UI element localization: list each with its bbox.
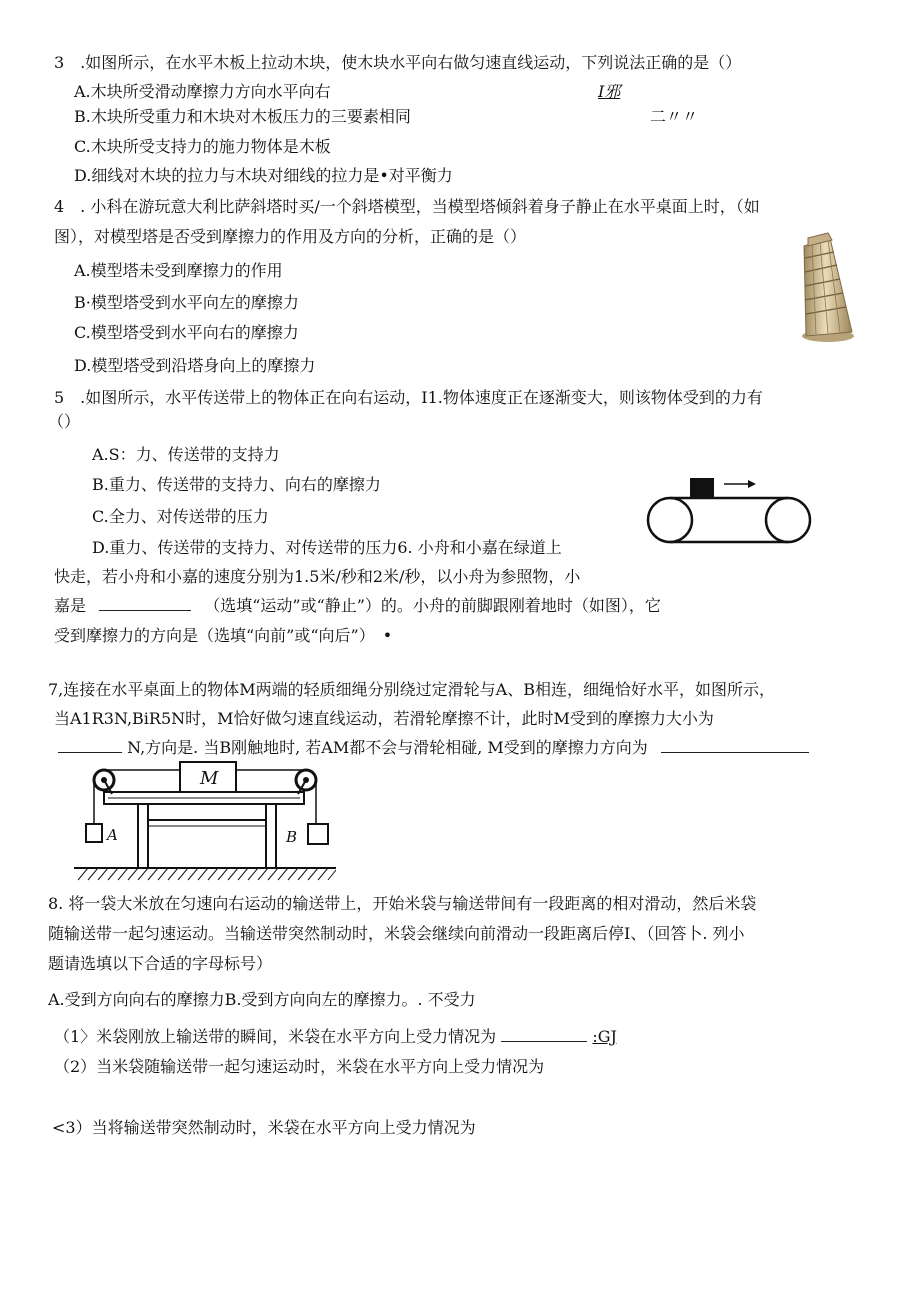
q8-sub1-tail: :GJ bbox=[592, 1027, 617, 1046]
leaning-tower-image bbox=[790, 232, 860, 344]
q4-option-c: C.模型塔受到水平向右的摩擦力 bbox=[74, 323, 299, 342]
q7-line2: 当A1R3N,BiR5N时，M恰好做匀速直线运动，若滑轮摩擦不计，此时M受到的摩擦力大小为 bbox=[54, 709, 714, 728]
q6-line2-start: 嘉是 bbox=[54, 596, 87, 615]
q4-option-d: D.模型塔受到沿塔身向上的摩擦力 bbox=[74, 356, 316, 375]
q3-option-c: C.木块所受支持力的施力物体是木板 bbox=[74, 137, 331, 156]
q4-stem-line2: 图），对模型塔是否受到摩擦力的作用及方向的分析，正确的是（） bbox=[54, 227, 527, 246]
q3-figure-artifact: I邪 bbox=[598, 82, 621, 101]
q8-sub1-answer-blank[interactable] bbox=[501, 1027, 587, 1042]
block-m-label: M bbox=[200, 768, 219, 789]
q6-line1: 快走，若小舟和小嘉的速度分别为1.5米/秒和2米/秒，以小舟为参照物，小 bbox=[54, 567, 581, 586]
q4-option-b: B·模型塔受到水平向左的摩擦力 bbox=[74, 293, 299, 312]
q7-answer-blank-2[interactable] bbox=[661, 738, 809, 753]
q7-line1: 7,连接在水平桌面上的物体M两端的轻质细绳分别绕过定滑轮与A、B相连，细绳恰好水平，如图所示， bbox=[48, 680, 775, 699]
q6-answer-blank[interactable] bbox=[99, 596, 191, 611]
q3-option-d: D.细线对木块的拉力与木块对细线的拉力是•对平衡力 bbox=[74, 166, 453, 185]
q7-answer-blank-1[interactable] bbox=[58, 738, 122, 753]
q8-sub2: （2）当米袋随输送带一起匀速运动时，米袋在水平方向上受力情况为 bbox=[54, 1057, 545, 1076]
q5-option-b: B.重力、传送带的支持力、向右的摩擦力 bbox=[92, 475, 381, 494]
q8-line3: 题请选填以下合适的字母标号） bbox=[48, 954, 273, 973]
q6-line2 bbox=[54, 595, 661, 617]
q5-stem-line1: 5 .如图所示，水平传送带上的物体正在向右运动，I1.物体速度正在逐渐变大，则该物体受到的力有 bbox=[54, 388, 763, 407]
q3-figure-artifact-2: 二〃〃 bbox=[650, 107, 699, 126]
weight-b-label: B bbox=[286, 828, 298, 846]
q8-sub1 bbox=[54, 1026, 617, 1048]
q4-option-a: A.模型塔未受到摩擦力的作用 bbox=[74, 261, 283, 280]
q7-line3-text: N,方向是. 当B刚触地时, 若AM都不会与滑轮相碰, M受到的摩擦力方向为 bbox=[127, 738, 648, 757]
q3-option-b: B.木块所受重力和木块对木板压力的三要素相同 bbox=[74, 107, 411, 126]
q5-option-a: A.S：力、传送带的支持力 bbox=[92, 445, 280, 464]
q6-line2-end: （选填“运动”或“静止”）的。小舟的前脚跟刚着地时（如图），它 bbox=[204, 596, 661, 615]
q8-options: A.受到方向向右的摩擦力B.受到方向向左的摩擦力。. 不受力 bbox=[48, 990, 476, 1009]
q6-line3: 受到摩擦力的方向是（选填“向前”或“向后”） • bbox=[54, 626, 393, 645]
conveyor-belt-diagram bbox=[640, 472, 818, 546]
q8-sub3: <3）当将输送带突然制动时，米袋在水平方向上受力情况为 bbox=[52, 1118, 476, 1137]
q5-option-d: D.重力、传送带的支持力、对传送带的压力6. 小舟和小嘉在绿道上 bbox=[92, 538, 562, 557]
q8-line2: 随输送带一起匀速运动。当输送带突然制动时，米袋会继续向前滑动一段距离后停I、（回答卜. 列小 bbox=[48, 924, 745, 943]
q8-sub1-text: （1〉米袋刚放上输送带的瞬间，米袋在水平方向上受力情况为 bbox=[54, 1027, 497, 1046]
pulley-table-diagram bbox=[74, 758, 336, 882]
q7-line3 bbox=[58, 737, 809, 759]
q5-option-c: C.全力、对传送带的压力 bbox=[92, 507, 269, 526]
q3-stem: 3 .如图所示，在水平木板上拉动木块，使木块水平向右做匀速直线运动，下列说法正确的是（） bbox=[54, 53, 742, 72]
q8-line1: 8. 将一袋大米放在匀速向右运动的输送带上，开始米袋与输送带间有一段距离的相对滑动，然后米袋 bbox=[48, 894, 757, 913]
q5-stem-line2: （） bbox=[48, 412, 81, 431]
q4-stem-line1: 4 . 小科在游玩意大利比萨斜塔时买/一个斜塔模型，当模型塔倾斜着身子静止在水平桌面上时，（如 bbox=[54, 197, 760, 216]
weight-a-label: A bbox=[107, 826, 118, 844]
q3-option-a: A.木块所受滑动摩擦力方向水平向右 bbox=[74, 82, 331, 101]
